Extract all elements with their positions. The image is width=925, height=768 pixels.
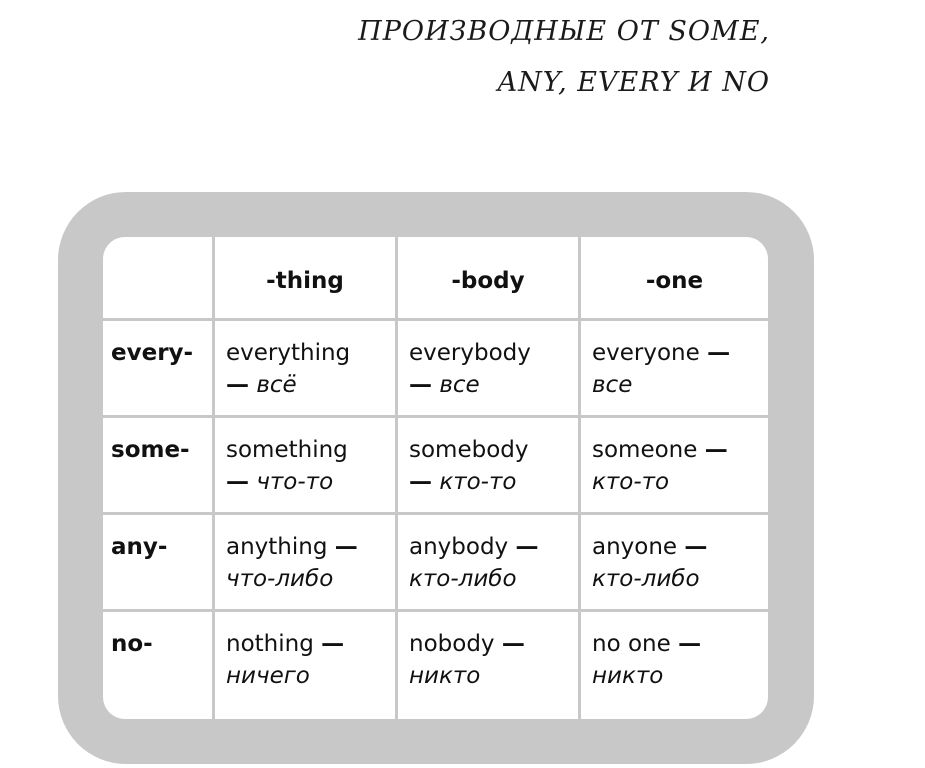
title-line-2: ANY, EVERY И NO xyxy=(497,67,770,98)
english-word-text: everything xyxy=(226,340,351,366)
russian-translation-text: все xyxy=(592,372,633,398)
english-word-text: nobody xyxy=(409,631,495,657)
english-word-text: everyone xyxy=(592,340,700,366)
page-title xyxy=(358,6,770,108)
dash-separator: — xyxy=(678,631,702,657)
row-header-some: some- xyxy=(103,418,215,515)
row-header-any: any- xyxy=(103,515,215,612)
russian-translation-text: все xyxy=(439,372,480,398)
russian-translation xyxy=(409,660,578,692)
english-word xyxy=(592,434,768,466)
russian-translation-text: никто xyxy=(409,663,481,689)
english-word xyxy=(592,628,768,660)
russian-translation xyxy=(592,466,768,498)
row-header-no: no- xyxy=(103,612,215,719)
table-cell-some-thing xyxy=(215,418,398,515)
dash-separator: — xyxy=(409,469,432,495)
russian-translation-text: кто-либо xyxy=(409,566,517,592)
russian-translation xyxy=(226,660,395,692)
dash-separator: — xyxy=(334,534,358,560)
english-word xyxy=(409,531,578,563)
derivatives-table xyxy=(103,237,768,719)
table-cell-some-body xyxy=(398,418,581,515)
english-word-text: no one xyxy=(592,631,671,657)
russian-translation-text: никто xyxy=(592,663,664,689)
column-header-one: -one xyxy=(581,237,768,321)
dash-separator: — xyxy=(684,534,708,560)
table-cell-any-one xyxy=(581,515,768,612)
dash-separator: — xyxy=(707,340,731,366)
russian-translation xyxy=(409,466,578,498)
english-word-text: everybody xyxy=(409,340,531,366)
russian-translation xyxy=(226,369,395,401)
table-cell-any-body xyxy=(398,515,581,612)
dash-separator: — xyxy=(226,372,249,398)
table-cell-any-thing xyxy=(215,515,398,612)
english-word xyxy=(226,628,395,660)
table-cell-every-body xyxy=(398,321,581,418)
russian-translation xyxy=(592,563,768,595)
russian-translation xyxy=(226,466,395,498)
row-header-every: every- xyxy=(103,321,215,418)
english-word-text: anybody xyxy=(409,534,509,560)
russian-translation xyxy=(592,369,768,401)
russian-translation xyxy=(409,563,578,595)
english-word-text: someone xyxy=(592,437,698,463)
dash-separator: — xyxy=(226,469,249,495)
russian-translation-text: что-либо xyxy=(226,566,334,592)
dash-separator: — xyxy=(704,437,728,463)
title-line-1: ПРОИЗВОДНЫЕ ОТ SOME, xyxy=(358,16,770,47)
russian-translation-text: кто-то xyxy=(439,469,517,495)
dash-separator: — xyxy=(501,631,525,657)
table-cell-every-thing xyxy=(215,321,398,418)
column-header-body: -body xyxy=(398,237,581,321)
russian-translation-text: ничего xyxy=(226,663,310,689)
table-cell-some-one xyxy=(581,418,768,515)
table-cell-no-one xyxy=(581,612,768,719)
column-header-thing: -thing xyxy=(215,237,398,321)
english-word xyxy=(226,337,395,369)
table-cell-every-one xyxy=(581,321,768,418)
english-word-text: anyone xyxy=(592,534,678,560)
russian-translation xyxy=(226,563,395,595)
table-panel xyxy=(103,237,768,719)
english-word xyxy=(592,531,768,563)
russian-translation-text: кто-либо xyxy=(592,566,700,592)
english-word-text: anything xyxy=(226,534,328,560)
english-word xyxy=(409,434,578,466)
russian-translation-text: кто-то xyxy=(592,469,670,495)
english-word xyxy=(592,337,768,369)
russian-translation xyxy=(592,660,768,692)
dash-separator: — xyxy=(321,631,345,657)
russian-translation xyxy=(409,369,578,401)
english-word xyxy=(226,531,395,563)
english-word xyxy=(409,628,578,660)
english-word-text: nothing xyxy=(226,631,314,657)
english-word xyxy=(226,434,395,466)
english-word-text: somebody xyxy=(409,437,529,463)
table-cell-no-body xyxy=(398,612,581,719)
table-corner-cell xyxy=(103,237,215,321)
russian-translation-text: всё xyxy=(256,372,297,398)
russian-translation-text: что-то xyxy=(256,469,334,495)
dash-separator: — xyxy=(515,534,539,560)
dash-separator: — xyxy=(409,372,432,398)
english-word-text: something xyxy=(226,437,348,463)
table-cell-no-thing xyxy=(215,612,398,719)
english-word xyxy=(409,337,578,369)
